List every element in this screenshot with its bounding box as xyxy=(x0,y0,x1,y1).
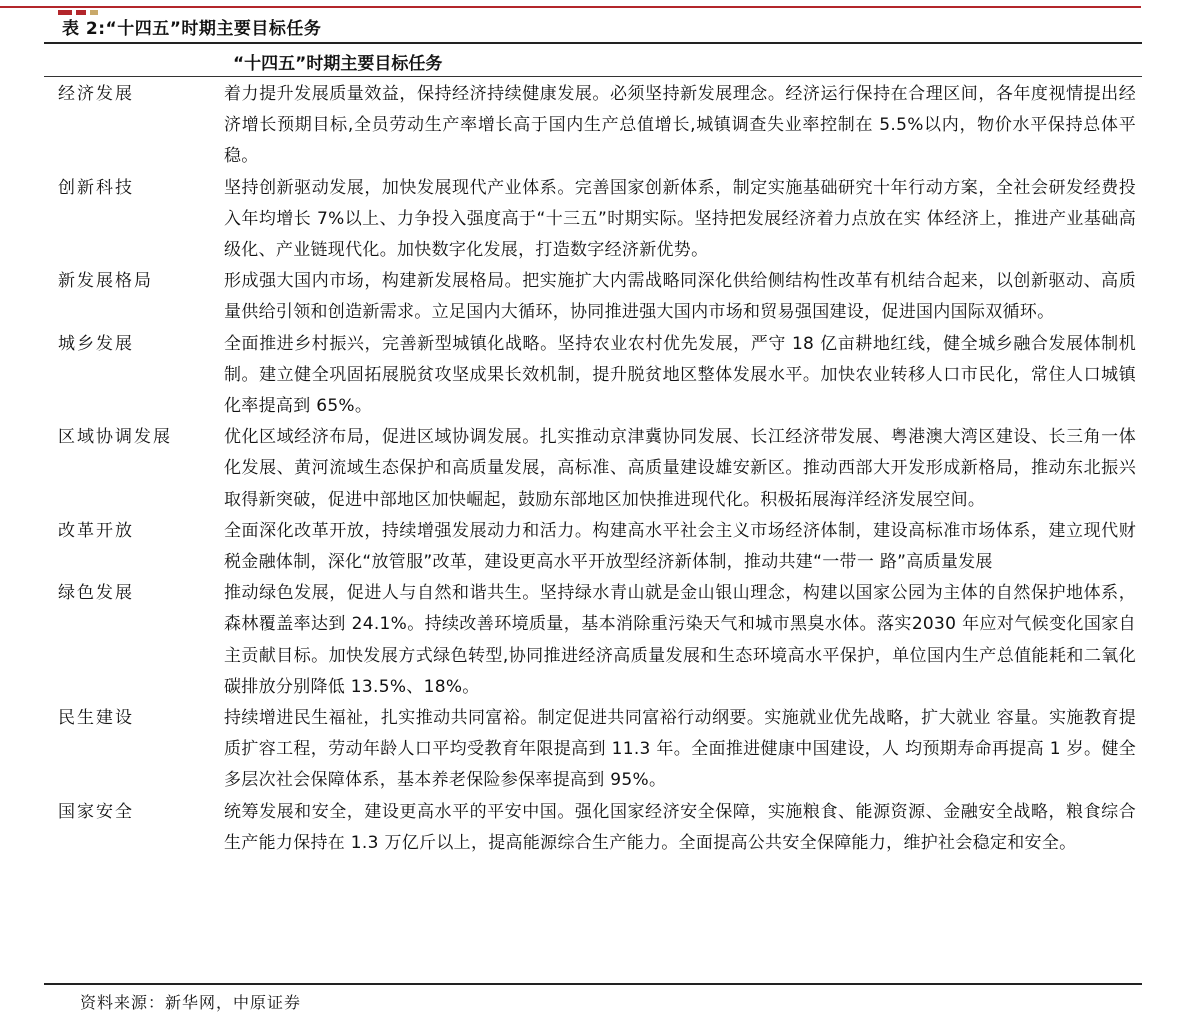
row-description: 形成强大国内市场，构建新发展格局。把实施扩大内需战略同深化供给侧结构性改革有机结合起来，以创新驱动、高质量供给引领和创造新需求。立足国内大循环，协同推进强大国内市场和贸易强国建设，促进国内国际双循环。 xyxy=(224,271,1136,323)
row-category: 新发展格局 xyxy=(58,271,153,292)
table-caption: 表 2:“十四五”时期主要目标任务 xyxy=(62,19,322,39)
row-category: 创新科技 xyxy=(58,177,134,198)
table-row xyxy=(0,173,1191,267)
row-description: 优化区域经济布局，促进区域协调发展。扎实推动京津冀协同发展、长江经济带发展、粤港澳大湾区建设、长三角一体化发展、黄河流域生态保护和高质量发展，高标准、高质量建设雄安新区。推动西部大开发形成新格局，推动东北振兴取得新突破，促进中部地区加快崛起，鼓励东部地区加快推进现代化。积极拓展海洋经济发展空间。 xyxy=(224,427,1136,510)
table-header: “十四五”时期主要目标任务 xyxy=(233,54,443,74)
table-row xyxy=(0,516,1191,578)
row-category: 国家安全 xyxy=(58,801,134,822)
row-category: 区域协调发展 xyxy=(58,427,172,448)
header-divider-rule xyxy=(44,76,1142,77)
table-row xyxy=(0,422,1191,516)
header-red-rule xyxy=(0,6,1141,8)
row-category: 城乡发展 xyxy=(58,333,134,354)
row-description: 统筹发展和安全，建设更高水平的平安中国。强化国家经济安全保障，实施粮食、能源资源、金融安全战略，粮食综合生产能力保持在 1.3 万亿斤以上，提高能源综合生产能力。全面提高公共安全保障能力，维护社会稳定和安全。 xyxy=(224,801,1136,853)
source-note: 资料来源：新华网，中原证券 xyxy=(80,993,302,1012)
table-row xyxy=(0,797,1191,859)
row-category: 经济发展 xyxy=(58,84,134,104)
row-category: 绿色发展 xyxy=(58,583,134,604)
row-description: 全面推进乡村振兴，完善新型城镇化战略。坚持农业农村优先发展，严守 18 亿亩耕地红线，健全城乡融合发展体制机制。建立健全巩固拓展脱贫攻坚成果长效机制，提升脱贫地区整体发展水平。加快农业转移人口市民化，常住人口城镇化率提高到 65%。 xyxy=(224,333,1136,417)
row-description: 着力提升发展质量效益，保持经济持续健康发展。必须坚持新发展理念。经济运行保持在合理区间，各年度视情提出经济增长预期目标,全员劳动生产率增长高于国内生产总值增长,城镇调查失业率控制在 5.5%以内，物价水平保持总体平稳。 xyxy=(224,84,1136,167)
row-category: 民生建设 xyxy=(58,708,134,729)
row-description: 推动绿色发展，促进人与自然和谐共生。坚持绿水青山就是金山银山理念，构建以国家公园为主体的自然保护地体系，森林覆盖率达到 24.1%。持续改善环境质量，基本消除重污染天气和城市黑臭水体。落实2030 年应对气候变化国家自主贡献目标。加快发展方式绿色转型,协同推进经济高质量发展和生态环境高水平保护，单位国内生产总值能耗和二氧化碳排放分别降低 13.5%、18%。 xyxy=(224,583,1136,697)
table-row xyxy=(0,79,1191,173)
table-row xyxy=(0,266,1191,328)
brand-logo-fragment xyxy=(58,0,138,5)
row-description: 坚持创新驱动发展，加快发展现代产业体系。完善国家创新体系，制定实施基础研究十年行动方案，全社会研发经费投入年均增长 7%以上、力争投入强度高于“十三五”时期实际。坚持把发展经济着力点放在实 体经济上，推进产业基础高级化、产业链现代化。加快数字化发展，打造数字经济新优势。 xyxy=(224,177,1136,261)
table-bottom-rule xyxy=(44,983,1142,985)
table-row xyxy=(0,703,1191,797)
row-description: 全面深化改革开放，持续增强发展动力和活力。构建高水平社会主义市场经济体制，建设高标准市场体系，建立现代财税金融体制，深化“放管服”改革，建设更高水平开放型经济新体制，推动共建“一带一 路”高质量发展 xyxy=(224,520,1136,573)
table-row xyxy=(0,329,1191,423)
row-description: 持续增进民生福祉，扎实推动共同富裕。制定促进共同富裕行动纲要。实施就业优先战略，扩大就业 容量。实施教育提质扩容工程，劳动年龄人口平均受教育年限提高到 11.3 年。全面推进健康中国建设，人 均预期寿命再提高 1 岁。健全多层次社会保障体系，基本养老保险参保率提高到 95%。 xyxy=(224,708,1136,791)
table-row xyxy=(0,578,1191,703)
table-top-rule xyxy=(44,42,1142,44)
row-category: 改革开放 xyxy=(58,520,134,541)
goals-table-body xyxy=(0,79,1191,859)
